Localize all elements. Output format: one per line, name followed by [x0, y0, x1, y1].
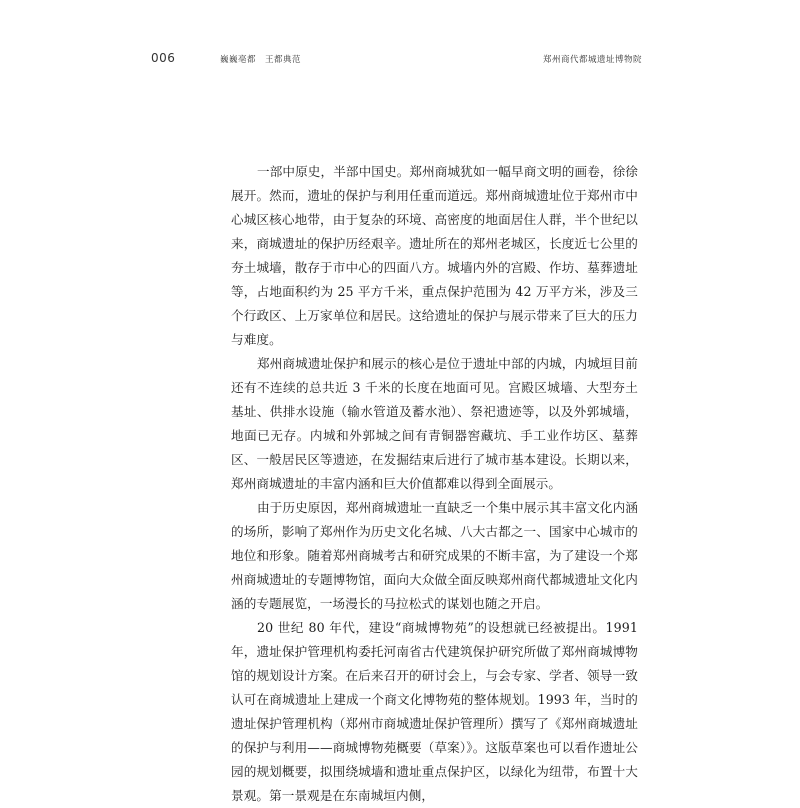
paragraph: 20 世纪 80 年代，建设“商城博物苑”的设想就已经被提出。1991 年，遗址保护管理机构委托河南省古代建筑保护研究所做了郑州商城博物馆的规划设计方案。在后来召开的研讨会上，与会专家、学者、领导一致认可在商城遗址上建成一个商文化博物苑的整体规划。1993 年，当时的遗址保护管理机构（郑州市商城遗址保护管理所）撰写了《郑州商城遗址的保护与利用——商城博物苑概要（草案）》。这版草案也可以看作遗址公园的规划概要，拟围绕城墙和遗址重点保护区，以绿化为纽带，布置十大景观。第一景观是在东南城垣内侧， [231, 620, 638, 803]
series-title: 巍巍亳都 王都典范 [220, 55, 302, 65]
book-title: 郑州商代都城遗址博物院 [542, 55, 642, 65]
body-text [231, 160, 638, 808]
page-number: 006 [151, 51, 176, 65]
page-header [0, 0, 800, 70]
paragraph: 一部中原史，半部中国史。郑州商城犹如一幅早商文明的画卷，徐徐展开。然而，遗址的保护与利用任重而道远。郑州商城遗址位于郑州市中心城区核心地带，由于复杂的环境、高密度的地面居住人群，半个世纪以来，商城遗址的保护历经艰辛。遗址所在的郑州老城区，长度近七公里的夯土城墙，散存于市中心的四面八方。城墙内外的宫殿、作坊、墓葬遗址等，占地面积约为 25 平方千米，重点保护范围为 42 万平方米，涉及三个行政区、上万家单位和居民。这给遗址的保护与展示带来了巨大的压力与难度。 [231, 164, 638, 347]
paragraph: 郑州商城遗址保护和展示的核心是位于遗址中部的内城，内城垣目前还有不连续的总共近 3 千米的长度在地面可见。宫殿区城墙、大型夯土基址、供排水设施（输水管道及蓄水池）、祭祀遗迹等，以及外郭城墙，地面已无存。内城和外郭城之间有青铜器窖藏坑、手工业作坊区、墓葬区、一般居民区等遗迹，在发掘结束后进行了城市基本建设。长期以来，郑州商城遗址的丰富内涵和巨大价值都难以得到全面展示。 [231, 356, 638, 491]
paragraph: 由于历史原因，郑州商城遗址一直缺乏一个集中展示其丰富文化内涵的场所，影响了郑州作为历史文化名城、八大古都之一、国家中心城市的地位和形象。随着郑州商城考古和研究成果的不断丰富，为了建设一个郑州商城遗址的专题博物馆，面向大众做全面反映郑州商代都城遗址文化内涵的专题展览，一场漫长的马拉松式的谋划也随之开启。 [231, 500, 638, 611]
